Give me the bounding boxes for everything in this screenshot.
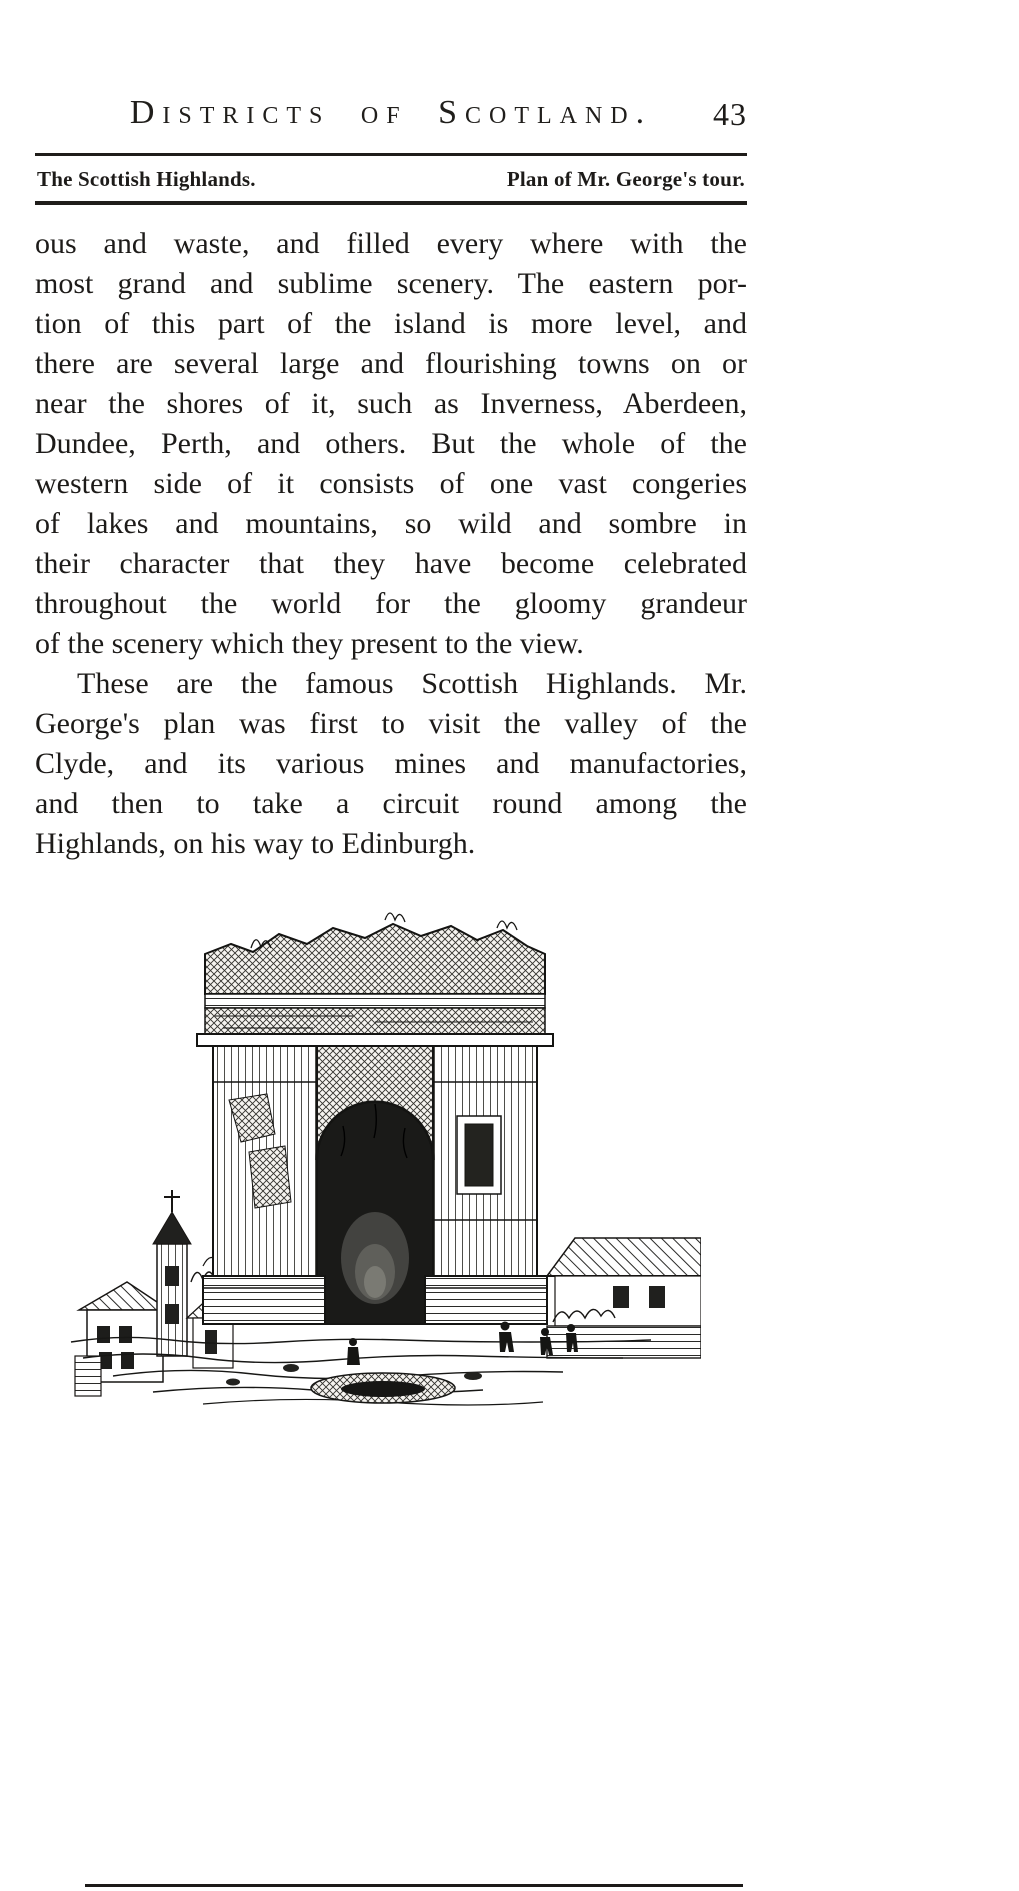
text-line: tion of this part of the island is more level, and [35,307,747,340]
text-line: These are the famous Scottish Highlands. Mr. [77,667,747,700]
text-line: Clyde, and its various mines and manufactories, [35,747,747,780]
text-line: George's plan was first to visit the valley of the [35,707,747,740]
paragraph-1 [35,224,747,664]
body-text [35,224,747,864]
paragraph-2 [35,664,747,864]
text-line: Highlands, on his way to Edinburgh. [35,827,476,860]
text-line: Dundee, Perth, and others. But the whole of the [35,427,747,460]
text-line: of lakes and mountains, so wild and sombre in [35,507,747,540]
text-line: ous and waste, and filled every where with the [35,227,747,260]
arch-engraving [53,890,701,1410]
text-line: and then to take a circuit round among the [35,787,747,820]
running-head-right: Plan of Mr. George's tour. [506,167,745,191]
triumphal-arch [197,913,553,1324]
page-number: 43 [713,96,747,132]
text-line: of the scenery which they present to the view. [35,627,584,660]
figures [347,1322,578,1366]
page-title: Districts of Scotland. [129,94,653,131]
text-line: there are several large and flourishing towns on or [35,347,747,380]
page-header [35,94,747,140]
text-block [35,0,747,1410]
figure [347,1338,360,1365]
figure [499,1322,514,1353]
running-head-left: The Scottish Highlands. [37,167,256,191]
running-heads [35,156,747,201]
text-line: throughout the world for the gloomy grandeur [35,587,747,620]
text-line: their character that they have become celebrated [35,547,747,580]
text-line: most grand and sublime scenery. The eastern por- [35,267,747,300]
text-line: near the shores of it, such as Inverness, Aberdeen, [35,387,747,420]
scan-artifact-line [85,1884,743,1887]
running-head-rule [35,201,747,205]
arch-engraving-illustration [53,890,701,1410]
text-line: western side of it consists of one vast congeries [35,467,747,500]
